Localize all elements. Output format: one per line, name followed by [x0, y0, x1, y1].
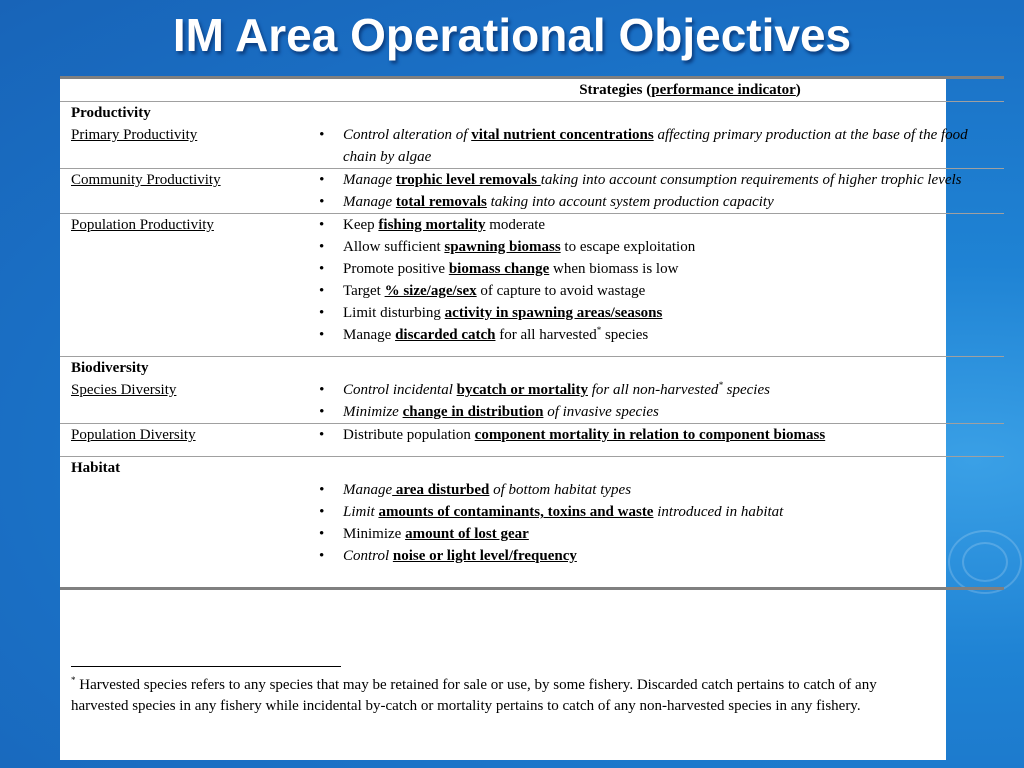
table-row-primary-productivity — [60, 102, 1004, 169]
strategy-list — [316, 424, 1004, 446]
list-item: • Distribute population component mortality in relation to component biomass — [343, 424, 1004, 446]
table-row-habitat — [60, 457, 1004, 589]
objective-primary-productivity: Primary Productivity — [71, 127, 198, 143]
footnote — [71, 666, 931, 717]
objectives-table — [60, 76, 1004, 590]
performance-indicator: component mortality in relation to component biomass — [474, 427, 826, 443]
performance-indicator: noise or light level/frequency — [392, 548, 577, 564]
bullet-icon: • — [319, 404, 325, 420]
strategies-header: Strategies (performance indicator) — [316, 78, 1004, 102]
bullet-icon: • — [319, 482, 325, 498]
bullet-icon: • — [319, 504, 325, 520]
bullet-icon: • — [319, 427, 325, 443]
footnote-marker: * — [596, 325, 602, 335]
bullet-icon: • — [319, 327, 325, 343]
strategy-list — [316, 379, 1004, 423]
performance-indicator: amount of lost gear — [405, 526, 529, 542]
table-row-population-diversity — [60, 424, 1004, 457]
footnote-marker: * — [71, 675, 76, 685]
performance-indicator: vital nutrient concentrations — [471, 127, 654, 143]
objective-species-diversity: Species Diversity — [71, 382, 177, 398]
list-item: • Keep fishing mortality moderate — [343, 214, 1004, 236]
strategy-list — [316, 169, 1004, 213]
performance-indicator: change in distribution — [402, 404, 544, 420]
list-item: • Promote positive biomass change when biomass is low — [343, 258, 1004, 280]
list-item: • Limit disturbing activity in spawning areas/seasons — [343, 302, 1004, 324]
objective-population-productivity: Population Productivity — [71, 217, 214, 233]
category-biodiversity: Biodiversity — [71, 360, 149, 376]
list-item: • Manage discarded catch for all harvested* species — [343, 324, 1004, 346]
slide-title: IM Area Operational Objectives — [172, 9, 852, 61]
bullet-icon: • — [319, 261, 325, 277]
list-item: • Manage area disturbed of bottom habitat types — [343, 479, 1004, 501]
performance-indicator: activity in spawning areas/seasons — [444, 305, 663, 321]
list-item: • Target % size/age/sex of capture to avoid wastage — [343, 280, 1004, 302]
list-item: • Allow sufficient spawning biomass to escape exploitation — [343, 236, 1004, 258]
table-row-community-productivity — [60, 169, 1004, 214]
footnote-marker: * — [718, 380, 723, 390]
list-item: • Limit amounts of contaminants, toxins and waste introduced in habitat — [343, 501, 1004, 523]
table-row-species-diversity — [60, 357, 1004, 424]
objective-population-diversity: Population Diversity — [71, 427, 196, 443]
bullet-icon: • — [319, 239, 325, 255]
performance-indicator: total removals — [395, 194, 487, 210]
bullet-icon: • — [319, 283, 325, 299]
list-item: • Minimize change in distribution of invasive species — [343, 401, 1004, 423]
performance-indicator: biomass change — [448, 261, 550, 277]
performance-indicator: trophic level removals — [395, 172, 541, 188]
strategy-list — [316, 124, 1004, 168]
category-productivity: Productivity — [71, 105, 151, 121]
list-item: • Manage trophic level removals taking into account consumption requirements of higher trophic levels — [343, 169, 1004, 191]
strategy-list — [316, 214, 1004, 346]
list-item: • Minimize amount of lost gear — [343, 523, 1004, 545]
footnote-text: * Harvested species refers to any species that may be retained for sale or use, by some fishery. Discarded catch pertains to catch of any harvested species in any fishery while incidental by-catch or mortality pertains to catch of any non-harvested species in any fishery. — [71, 675, 877, 714]
list-item: • Control noise or light level/frequency — [343, 545, 1004, 567]
list-item: • Control incidental bycatch or mortality for all non-harvested* species — [343, 379, 1004, 401]
category-habitat: Habitat — [71, 460, 121, 476]
list-item: • Control alteration of vital nutrient concentrations affecting primary production at the base of the food chain by algae — [343, 124, 1004, 168]
strategy-list — [316, 479, 1004, 567]
performance-indicator: % size/age/sex — [384, 283, 477, 299]
performance-indicator: fishing mortality — [378, 217, 486, 233]
footnote-rule — [71, 666, 341, 667]
bullet-icon: • — [319, 305, 325, 321]
list-item: • Manage total removals taking into account system production capacity — [343, 191, 1004, 213]
bullet-icon: • — [319, 194, 325, 210]
performance-indicator-label: performance indicator — [651, 82, 796, 98]
bullet-icon: • — [319, 172, 325, 188]
performance-indicator: amounts of contaminants, toxins and waste — [378, 504, 654, 520]
performance-indicator: bycatch or mortality — [456, 382, 588, 398]
performance-indicator: spawning biomass — [444, 239, 561, 255]
bullet-icon: • — [319, 217, 325, 233]
bullet-icon: • — [319, 382, 325, 398]
objective-community-productivity: Community Productivity — [71, 172, 221, 188]
bullet-icon: • — [319, 127, 325, 143]
performance-indicator: area disturbed — [392, 482, 490, 498]
performance-indicator: discarded catch — [395, 327, 496, 343]
bullet-icon: • — [319, 526, 325, 542]
objectives-document — [60, 76, 968, 760]
table-row-population-productivity — [60, 214, 1004, 357]
table-header-row — [60, 78, 1004, 102]
bullet-icon: • — [319, 548, 325, 564]
